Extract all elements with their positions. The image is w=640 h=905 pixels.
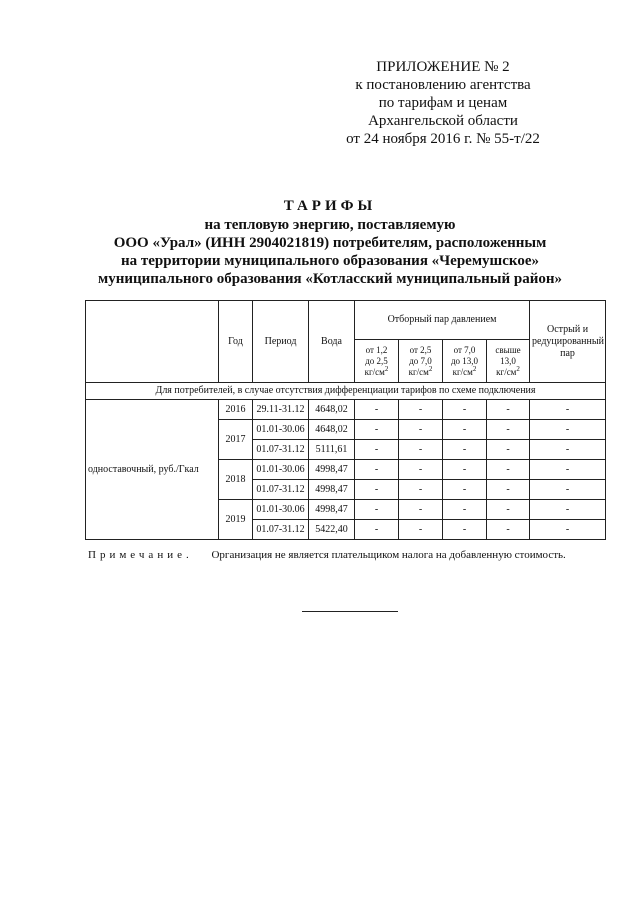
steam-cell: - (487, 500, 530, 520)
pressure-unit (357, 364, 396, 378)
pressure-range-to: до 2,5 (365, 355, 388, 366)
steam-cell: - (443, 420, 487, 440)
title-line: на территории муниципального образования «Черемушское» (120, 253, 539, 269)
consumer-group-label: Для потребителей, в случае отсутствия дифференциации тарифов по схеме подключения (86, 383, 606, 400)
live-steam-cell: - (530, 420, 606, 440)
unit-sup: 2 (428, 364, 433, 373)
water-cell: 4998,47 (309, 460, 355, 480)
note-text: Организация не является плательщиком налога на добавленную стоимость. (211, 549, 566, 561)
steam-cell: - (399, 460, 443, 480)
pressure-unit (489, 364, 527, 378)
steam-cell: - (487, 520, 530, 540)
pressure-range-from: от 2,5 (409, 344, 432, 355)
steam-cell: - (355, 500, 399, 520)
title-line: на тепловую энергию, поставляемую (204, 217, 456, 233)
steam-cell: - (443, 440, 487, 460)
period-cell: 01.07-31.12 (253, 480, 309, 500)
tariff-type-label: одноставочный, руб./Гкал (86, 400, 219, 540)
water-cell: 4998,47 (309, 480, 355, 500)
pressure-range-to: до 13,0 (450, 355, 479, 366)
steam-cell: - (355, 520, 399, 540)
steam-cell: - (443, 480, 487, 500)
appendix-line: к постановлению агентства (355, 77, 531, 93)
year-cell: 2018 (219, 460, 253, 500)
consumer-group-row (86, 383, 606, 400)
steam-cell: - (487, 440, 530, 460)
header-period: Период (253, 301, 309, 383)
steam-cell: - (487, 400, 530, 420)
steam-cell: - (355, 480, 399, 500)
title-line: ООО «Урал» (ИНН 2904021819) потребителям, расположенным (113, 235, 547, 251)
unit-sup: 2 (516, 364, 520, 373)
header-row (86, 301, 606, 340)
steam-cell: - (355, 420, 399, 440)
note-label: Примечание. (88, 549, 193, 561)
year-cell: 2019 (219, 500, 253, 540)
document-title (60, 197, 600, 288)
title-line: муниципального образования «Котласский муниципальный район» (97, 271, 563, 287)
water-cell: 4998,47 (309, 500, 355, 520)
unit-sup: 2 (472, 364, 477, 373)
steam-cell: - (399, 480, 443, 500)
appendix-line: по тарифам и ценам (378, 95, 508, 111)
period-cell: 29.11-31.12 (253, 400, 309, 420)
steam-cell: - (487, 480, 530, 500)
steam-cell: - (355, 460, 399, 480)
steam-cell: - (355, 400, 399, 420)
pressure-range-to: до 7,0 (409, 355, 432, 366)
steam-cell: - (443, 460, 487, 480)
steam-cell: - (443, 400, 487, 420)
steam-cell: - (399, 420, 443, 440)
steam-cell: - (399, 400, 443, 420)
unit-text: кг/см (408, 366, 429, 377)
pressure-unit (401, 364, 440, 378)
header-pressure-4 (487, 340, 530, 383)
pressure-range-to: 13,0 (500, 355, 516, 366)
water-cell: 4648,02 (309, 420, 355, 440)
period-cell: 01.01-30.06 (253, 460, 309, 480)
header-year: Год (219, 301, 253, 383)
period-cell: 01.07-31.12 (253, 440, 309, 460)
header-pressure-1 (355, 340, 399, 383)
header-empty (86, 301, 219, 383)
appendix-header (328, 58, 558, 148)
table-row (86, 400, 606, 420)
pressure-range-from: свыше (495, 344, 521, 355)
unit-text: кг/см (496, 366, 517, 377)
pressure-range-from: от 1,2 (365, 344, 388, 355)
header-live-steam: Острый и редуцированный пар (530, 301, 606, 383)
header-selected-steam: Отборный пар давлением (355, 301, 530, 340)
period-cell: 01.07-31.12 (253, 520, 309, 540)
appendix-line: Архангельской области (368, 113, 518, 129)
live-steam-cell: - (530, 440, 606, 460)
unit-sup: 2 (384, 364, 389, 373)
year-cell: 2017 (219, 420, 253, 460)
steam-cell: - (487, 460, 530, 480)
period-cell: 01.01-30.06 (253, 500, 309, 520)
steam-cell: - (487, 420, 530, 440)
live-steam-cell: - (530, 480, 606, 500)
unit-text: кг/см (452, 366, 473, 377)
live-steam-cell: - (530, 400, 606, 420)
steam-cell: - (399, 500, 443, 520)
live-steam-cell: - (530, 520, 606, 540)
unit-text: кг/см (364, 366, 385, 377)
steam-cell: - (443, 520, 487, 540)
note (88, 549, 566, 561)
year-cell: 2016 (219, 400, 253, 420)
steam-cell: - (355, 440, 399, 460)
header-pressure-3 (443, 340, 487, 383)
period-cell: 01.01-30.06 (253, 420, 309, 440)
header-pressure-2 (399, 340, 443, 383)
steam-cell: - (399, 520, 443, 540)
pressure-unit (445, 364, 484, 378)
closing-rule (302, 611, 398, 612)
header-water: Вода (309, 301, 355, 383)
title-main: ТАРИФЫ (283, 198, 377, 214)
steam-cell: - (443, 500, 487, 520)
live-steam-cell: - (530, 460, 606, 480)
steam-cell: - (399, 440, 443, 460)
tariff-table (85, 300, 606, 540)
appendix-date: от 24 ноября 2016 г. № 55-т/22 (346, 131, 540, 147)
water-cell: 5111,61 (309, 440, 355, 460)
pressure-range-from: от 7,0 (453, 344, 476, 355)
appendix-title: ПРИЛОЖЕНИЕ № 2 (376, 59, 510, 75)
water-cell: 4648,02 (309, 400, 355, 420)
live-steam-cell: - (530, 500, 606, 520)
water-cell: 5422,40 (309, 520, 355, 540)
